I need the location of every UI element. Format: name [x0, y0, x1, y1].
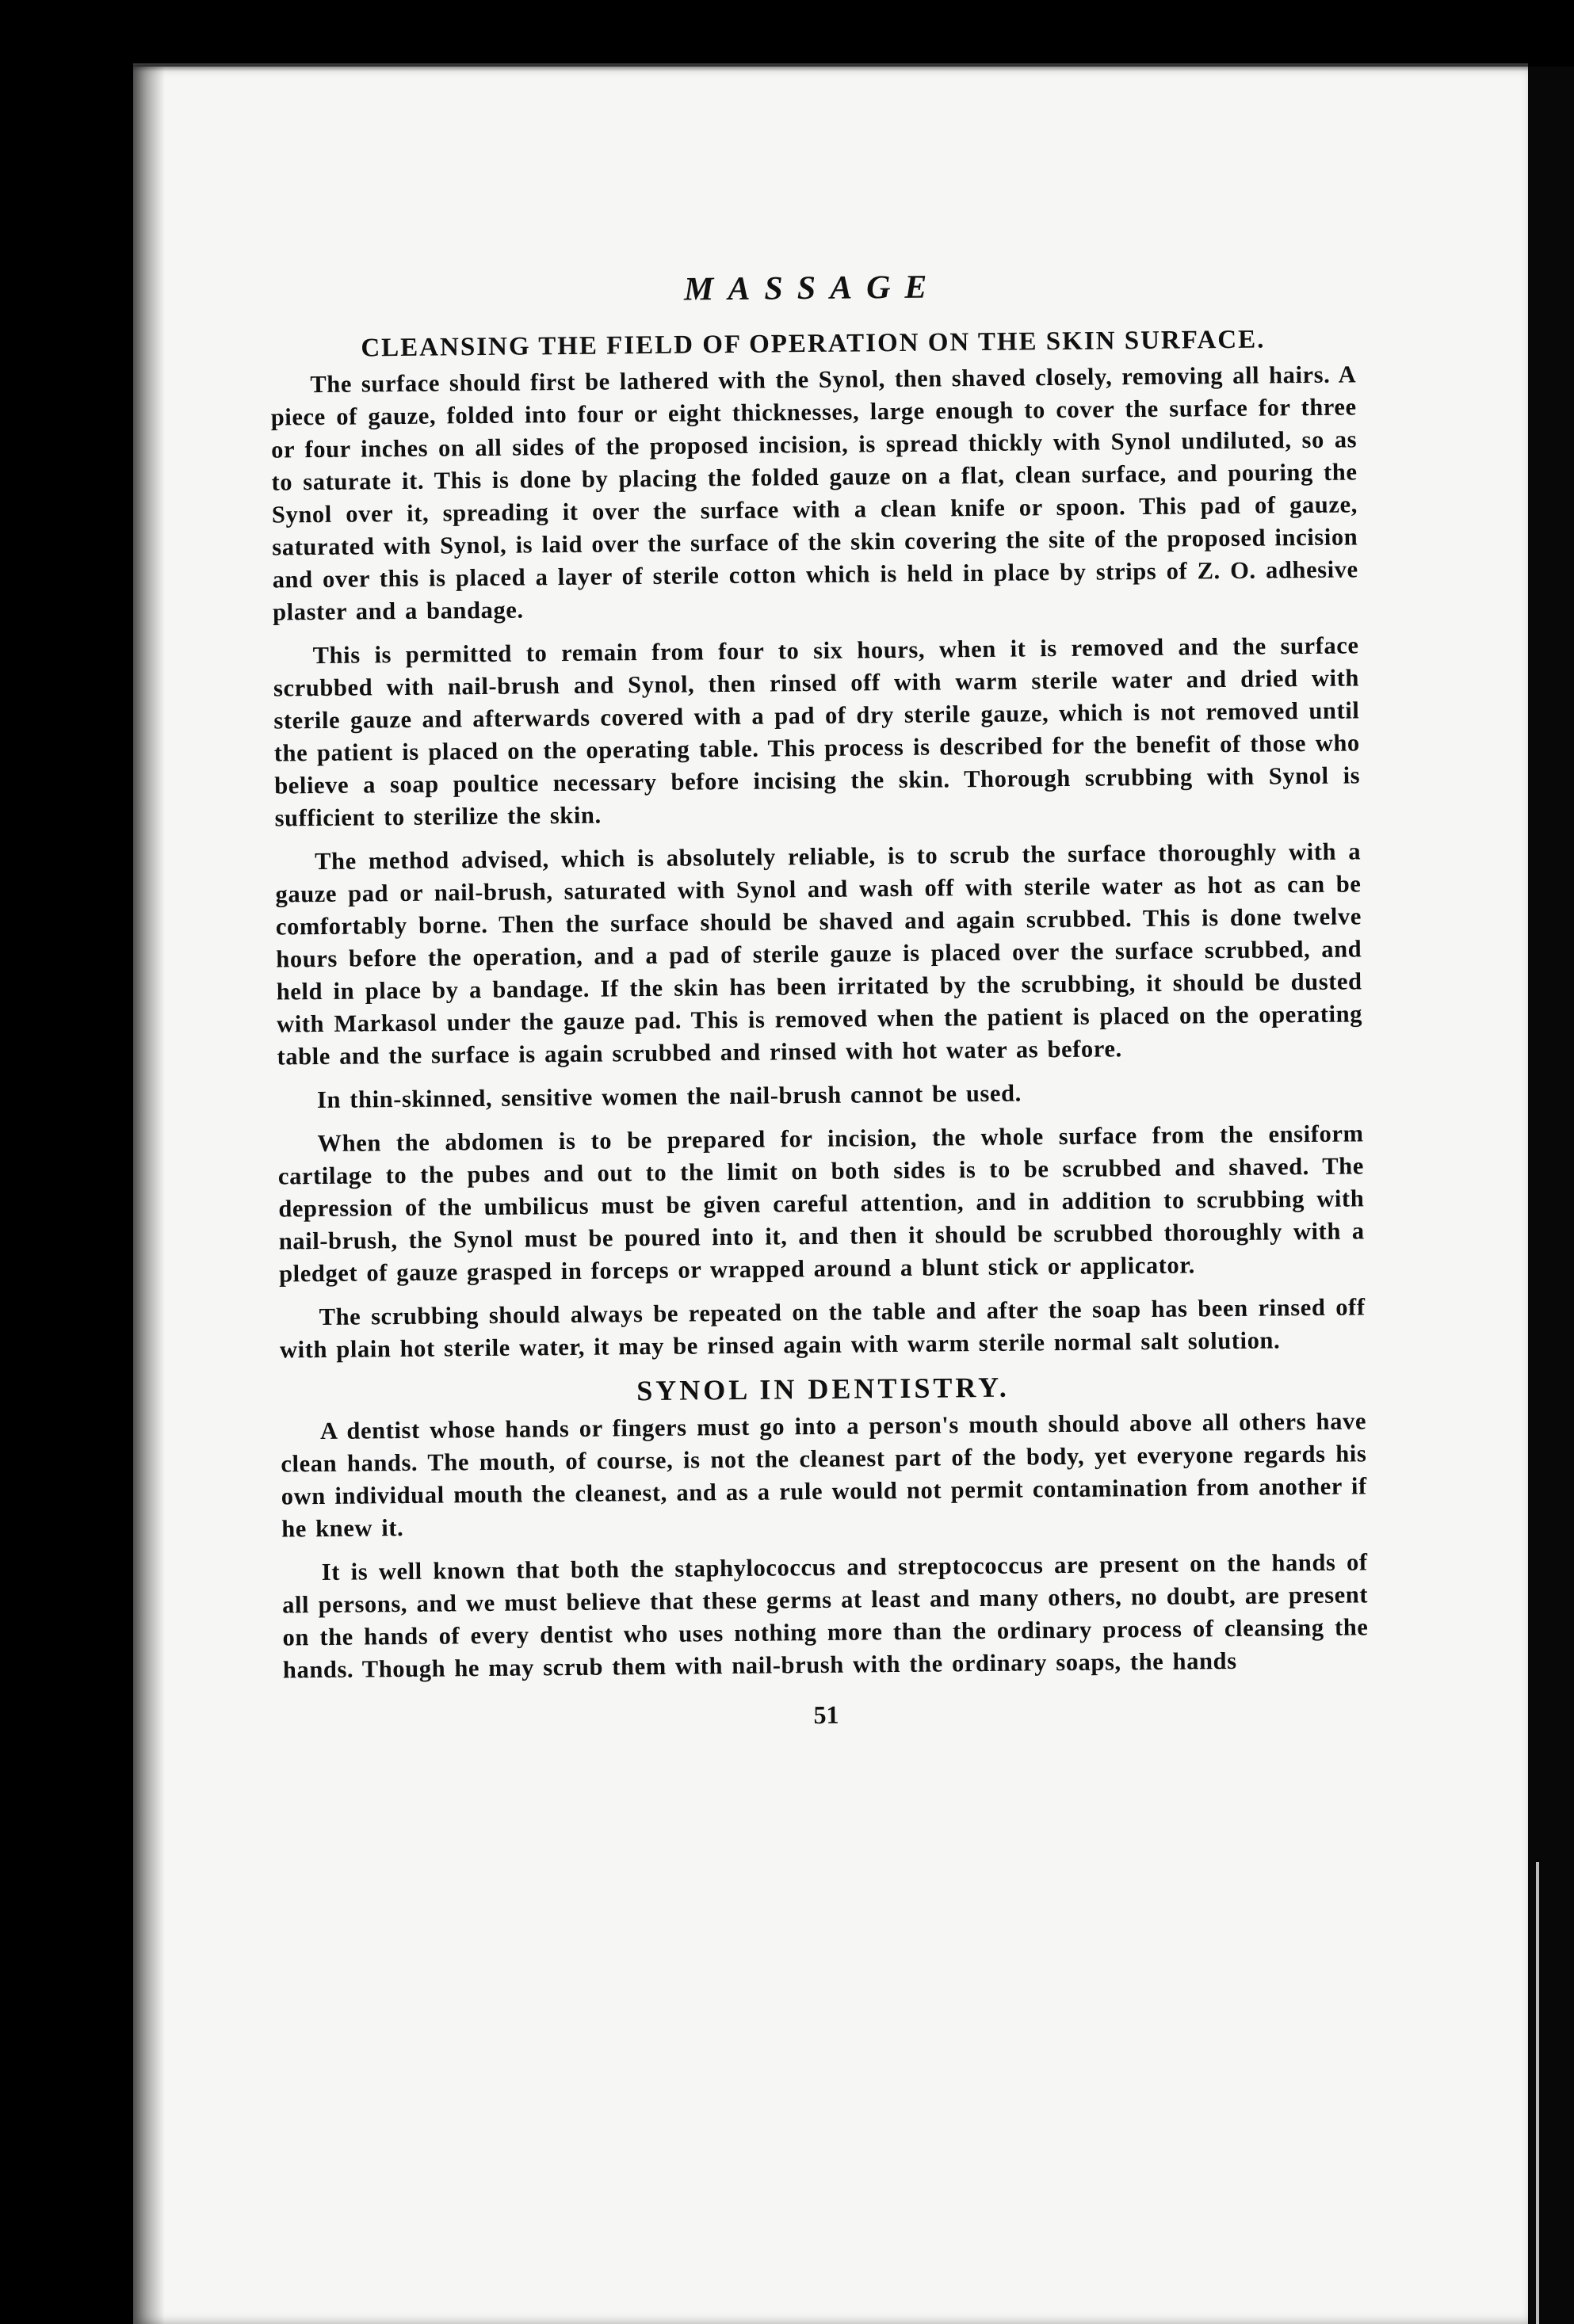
right-edge-line: [1536, 1862, 1539, 2324]
running-head: MASSAGE: [683, 269, 942, 308]
page-content: [269, 264, 1370, 1734]
paragraph: The method advised, which is absolutely reliable, is to scrub the surface thoroughly with a gauze pad or nail-brush, saturated with Synol and wash off with sterile water as hot as can be comfortably borne. Then the surface should be shaved and again scrubbed. This is done twelve hours before the operation, and a pad of sterile gauze is placed over the surface scrubbed, and held in place by a bandage. If the skin has been irritated by the scrubbing, it should be dusted with Markasol under the gauze pad. This is removed when the patient is placed on the operating table and the surface is again scrubbed and rinsed with hot water as before.: [275, 838, 1363, 1070]
paragraph: The surface should first be lathered with the Synol, then shaved closely, removing all hairs. A piece of gauze, folded into four or eight thicknesses, large enough to cover the surface for three or four inches on all sides of the proposed incision, is spread thickly with Synol undiluted, so as to saturate it. This is done by placing the folded gauze on a flat, clean surface, and pouring the Synol over it, spreading it over the surface with a clean knife or spoon. This pad of gauze, saturated with Synol, is laid over the surface of the skin covering the site of the proposed incision and over this is placed a layer of sterile cotton which is held in place by strips of Z. O. adhesive plaster and a bandage.: [270, 361, 1358, 626]
paragraph: This is permitted to remain from four to six hours, when it is removed and the surface scrubbed with nail-brush and Synol, then rinsed off with warm sterile water and dried with sterile gauze and afterwards covered with a pad of dry sterile gauze, which is not removed until the patient is placed on the operating table. This process is described for the benefit of those who believe a soap poultice necessary before incising the skin. Thorough scrubbing with Synol is sufficient to sterilize the skin.: [273, 632, 1361, 832]
paragraph: The scrubbing should always be repeated on the table and after the soap has been rinsed off with plain hot sterile water, it may be rinsed again with warm sterile normal salt solution.: [279, 1293, 1366, 1364]
section-title-cleansing: CLEANSING THE FIELD OF OPERATION ON THE SKIN SURFACE.: [361, 325, 1266, 363]
paragraph: In thin-skinned, sensitive women the nail-brush cannot be used.: [316, 1079, 1022, 1114]
paragraph: It is well known that both the staphylococcus and streptococcus are present on the hands of all persons, and we must believe that these germs at least and many others, no doubt, are present on the hands of every dentist who uses nothing more than the ordinary process of cleansing the hands. Though he may scrub them with nail-brush with the ordinary soaps, the hands: [281, 1548, 1369, 1684]
right-margin-dark: [1528, 67, 1574, 2324]
paragraph: A dentist whose hands or fingers must go into a person's mouth should above all others have clean hands. The mouth, of course, is not the cleanest part of the body, yet everyone regards his own individual mouth the cleanest, and as a rule would not permit contamination from another if he knew it.: [281, 1407, 1367, 1543]
section-title-dentistry: SYNOL IN DENTISTRY.: [636, 1371, 1010, 1407]
page-top-edge: [133, 63, 1528, 71]
page-number: 51: [813, 1700, 839, 1730]
page-binding-shadow: [133, 67, 165, 2324]
paragraph: When the abdomen is to be prepared for incision, the whole surface from the ensiform cartilage to the pubes and out to the limit on both sides is to be scrubbed and shaved. The depression of the umbilicus must be given careful attention, and in addition to scrubbing with nail-brush, the Synol must be poured into it, and then it should be scrubbed thoroughly with a pledget of gauze grasped in forceps or wrapped around a blunt stick or applicator.: [277, 1120, 1365, 1288]
